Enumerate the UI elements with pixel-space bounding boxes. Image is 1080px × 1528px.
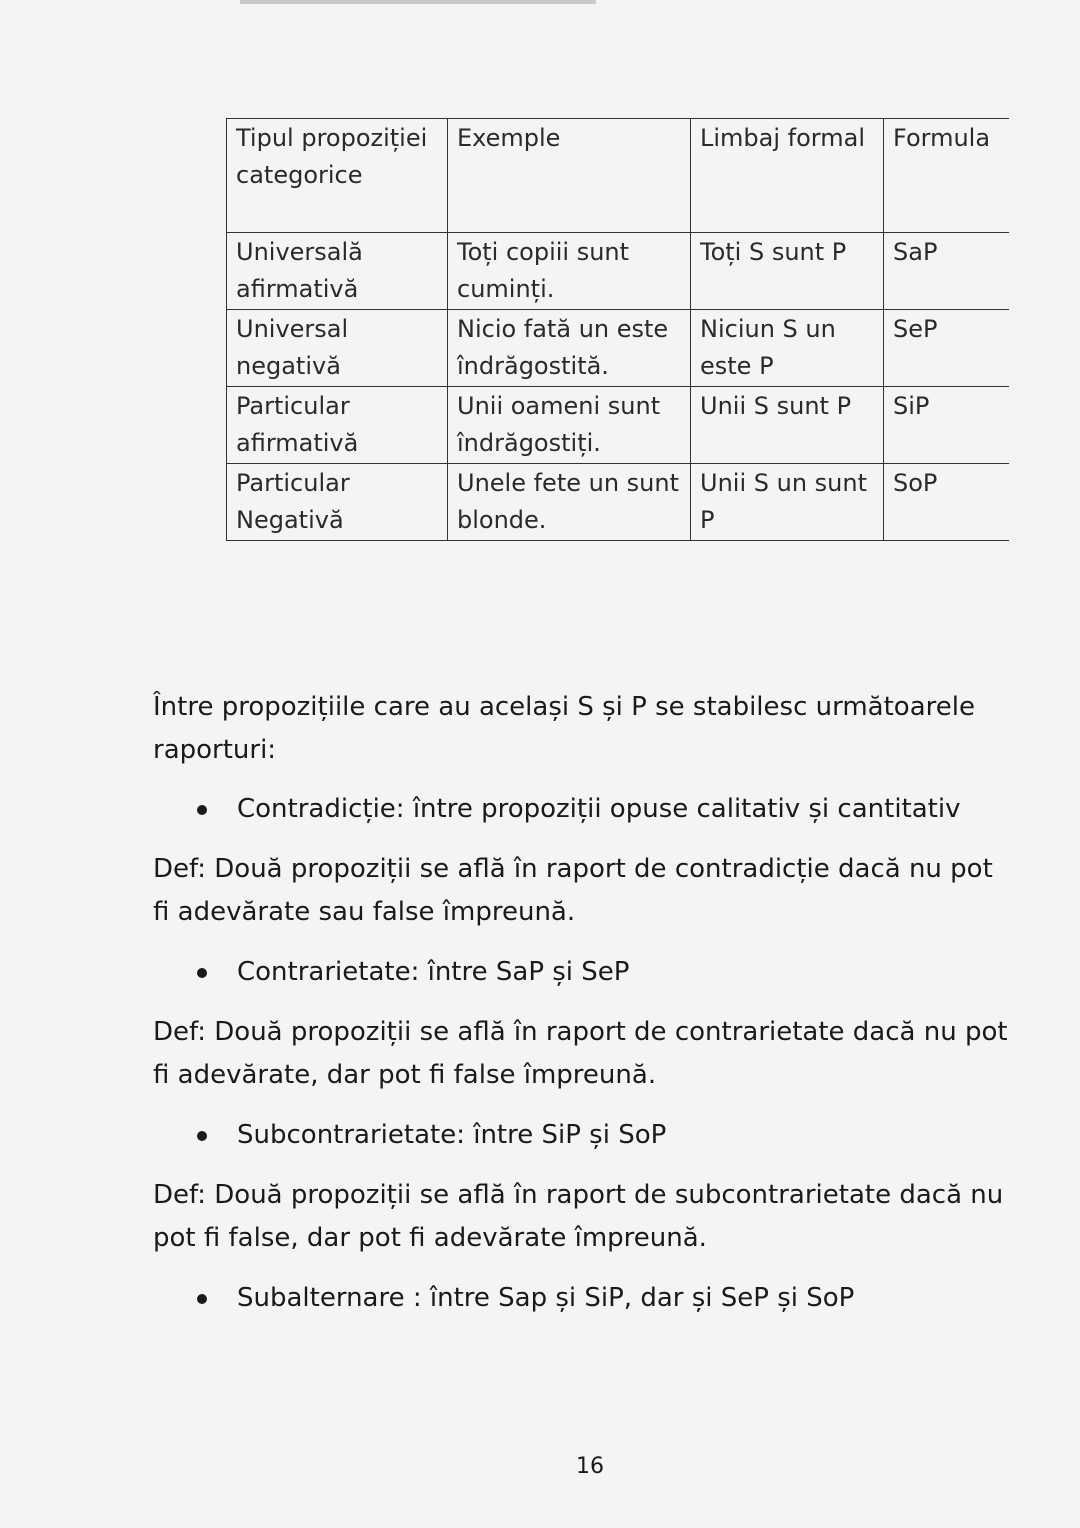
bullet-text: Contrarietate: între SaP și SeP [237,957,630,987]
definition-line: fi adevărate, dar pot fi false împreună. [153,1060,657,1090]
header-cell-formula: Formula [884,119,1009,233]
table-header-row [227,119,1009,233]
page-number: 16 [576,1454,604,1479]
definition-line: Def: Două propoziții se află în raport de contradicție dacă nu pot [153,854,993,884]
bullet-dot-icon [197,968,207,978]
table-cell-formal: Unii S un sunt P [691,464,884,541]
table-cell-formal: Toți S sunt P [691,233,884,310]
table-cell-formal: Unii S sunt P [691,387,884,464]
table-cell-type: Particular Negativă [227,464,448,541]
bullet-dot-icon [197,1294,207,1304]
table-cell-example: Nicio fată un este îndrăgostită. [448,310,691,387]
bullet-dot-icon [197,805,207,815]
bullet-item-subcontrariety [153,1114,1009,1157]
bullet-list [153,1114,1009,1157]
table-cell-example: Toți copiii sunt cuminți. [448,233,691,310]
definition-line: Def: Două propoziții se află în raport de subcontrarietate dacă nu [153,1180,1004,1210]
bullet-text: Subcontrarietate: între SiP și SoP [237,1120,667,1150]
propositions-table [226,118,1009,541]
table-cell-formula: SiP [884,387,1009,464]
bullet-item-contrariety [153,951,1009,994]
table-cell-type: Particular afirmativă [227,387,448,464]
table-row [227,387,1009,464]
bullet-list [153,788,1009,831]
table-cell-example: Unele fete un sunt blonde. [448,464,691,541]
intro-line: Între propozițiile care au același S și P se stabilesc următoarele [153,692,975,722]
table-cell-type: Universal negativă [227,310,448,387]
table-cell-type: Universală afirmativă [227,233,448,310]
table-row [227,464,1009,541]
table-row [227,233,1009,310]
body-text [153,686,1009,1337]
bullet-dot-icon [197,1131,207,1141]
bullet-list [153,951,1009,994]
bullet-item-subalternation [153,1277,1009,1320]
bullet-item-contradiction [153,788,1009,831]
propositions-table-wrapper [226,118,1009,541]
definition-line: Def: Două propoziții se află în raport de contrarietate dacă nu pot [153,1017,1008,1047]
definition-contrariety [153,1011,1009,1097]
intro-line: raporturi: [153,735,277,765]
table-cell-formula: SaP [884,233,1009,310]
table-cell-example: Unii oameni sunt îndrăgostiți. [448,387,691,464]
bullet-list [153,1277,1009,1320]
table-cell-formal: Niciun S un este P [691,310,884,387]
header-cell-formal-language: Limbaj formal [691,119,884,233]
definition-subcontrariety [153,1174,1009,1260]
header-cell-type: Tipul propoziției categorice [227,119,448,233]
header-cell-examples: Exemple [448,119,691,233]
table-cell-formula: SeP [884,310,1009,387]
bullet-text: Contradicție: între propoziții opuse calitativ și cantitativ [237,794,961,824]
definition-line: pot fi false, dar pot fi adevărate împreună. [153,1223,707,1253]
top-edge-strip [240,0,596,4]
intro-paragraph [153,686,1009,772]
table-row [227,310,1009,387]
definition-line: fi adevărate sau false împreună. [153,897,576,927]
definition-contradiction [153,848,1009,934]
table-cell-formula: SoP [884,464,1009,541]
bullet-text: Subalternare : între Sap și SiP, dar și SeP și SoP [237,1283,855,1313]
